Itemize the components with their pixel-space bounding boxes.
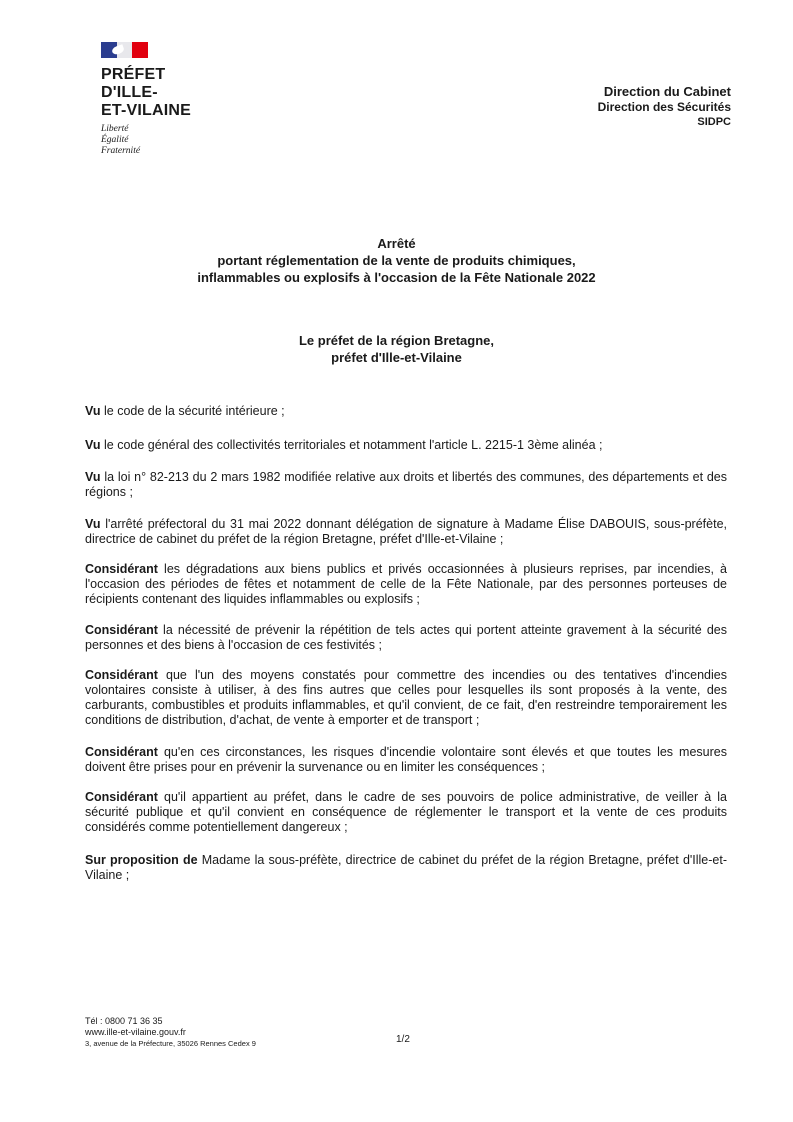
document-title [0, 235, 793, 286]
recital-text: la nécessité de prévenir la répétition de tels actes qui portent atteinte gravement à la sécurité des personnes et des biens à l'occasion de ces festivités ; [85, 623, 727, 652]
recital-keyword: Considérant [85, 790, 158, 804]
authority-line: Le préfet de la région Bretagne, [298, 333, 495, 348]
logo-line: ET-VILAINE [101, 102, 192, 119]
recital-paragraph [85, 853, 727, 883]
prefet-logo [101, 42, 211, 157]
recital-text: qu'en ces circonstances, les risques d'incendie volontaire sont élevés et que toutes les mesures doivent être prises pour en prévenir la survenance ou en limiter les conséquences ; [85, 745, 727, 774]
recital-paragraph [85, 470, 727, 500]
recital-text: le code général des collectivités territoriales et notamment l'article L. 2215-1 3ème alinéa ; [100, 438, 603, 452]
recital-keyword: Considérant [85, 745, 158, 759]
direction-line: Direction des Sécurités [597, 100, 731, 114]
recital-text: que l'un des moyens constatés pour commettre des incendies ou des tentatives d'incendies volontaires consiste à utiliser, à des fins autres que celles pour lesquelles ils sont proposés à la vente, des carburants, combustibles et produits inflammables, et qu'il convient, de ce fait, d'en restreindre temporairement les conditions de distribution, d'achat, de vente à emporter et de transport ; [85, 668, 727, 727]
motto-line: Égalité [101, 135, 129, 145]
recital-keyword: Sur proposition de [85, 853, 198, 867]
recital-text: le code de la sécurité intérieure ; [100, 404, 285, 418]
page-number: 1/2 [396, 1034, 410, 1045]
recital-paragraph [85, 790, 727, 835]
recital-text: Madame la sous-préfète, directrice de cabinet du préfet de la région Bretagne, préfet d'Ille-et-Vilaine ; [85, 853, 728, 882]
authority-heading [0, 332, 793, 366]
footer-contact [85, 1016, 256, 1049]
footer-address: 3, avenue de la Préfecture, 35026 Rennes Cedex 9 [85, 1039, 256, 1048]
recital-text: l'arrêté préfectoral du 31 mai 2022 donnant délégation de signature à Madame Élise DABOUIS, sous-préfète, directrice de cabinet du préfet de la région Bretagne, préfet d'Ille-et-Vilaine ; [85, 517, 727, 546]
logo-line: PRÉFET [101, 66, 166, 83]
recital-keyword: Considérant [85, 668, 158, 682]
recital-paragraph [85, 623, 727, 653]
recital-paragraph [85, 517, 727, 547]
recital-paragraph [85, 562, 727, 607]
recital-keyword: Considérant [85, 623, 158, 637]
footer-website: www.ille-et-vilaine.gouv.fr [85, 1027, 186, 1037]
recital-keyword: Vu [85, 470, 101, 484]
recital-paragraph [85, 404, 727, 419]
recital-text: les dégradations aux biens publics et privés occasionnées à plusieurs reprises, par incendies, à l'occasion des périodes de fêtes et notamment de celle de la Fête Nationale, par des personnes porteuses de récipients contenant des liquides inflammables ou explosifs ; [85, 562, 727, 606]
recital-text: qu'il appartient au préfet, dans le cadre de ses pouvoirs de police administrative, de veiller à la sécurité publique et qu'il convient en conséquence de réglementer le transport et la vente de ces produits considérés comme potentiellement dangereux ; [85, 790, 727, 834]
title-line: inflammables ou explosifs à l'occasion de la Fête Nationale 2022 [197, 270, 596, 285]
authority-line: préfet d'Ille-et-Vilaine [331, 350, 462, 365]
title-line: Arrêté [377, 236, 416, 251]
recital-keyword: Vu [85, 404, 101, 418]
marianne-flag-icon [101, 42, 148, 58]
recital-text: la loi n° 82-213 du 2 mars 1982 modifiée relative aux droits et libertés des communes, des départements et des régions ; [85, 470, 727, 499]
direction-line: Direction du Cabinet [603, 84, 731, 99]
issuing-direction [598, 84, 731, 129]
recital-keyword: Vu [85, 438, 101, 452]
recital-paragraph [85, 438, 727, 453]
footer-phone: Tél : 0800 71 36 35 [85, 1016, 163, 1026]
recital-keyword: Considérant [85, 562, 158, 576]
motto-line: Liberté [101, 124, 129, 134]
motto-line: Fraternité [101, 146, 141, 156]
recital-paragraph [85, 668, 727, 728]
direction-line: SIDPC [697, 116, 731, 128]
recital-paragraph [85, 745, 727, 775]
title-line: portant réglementation de la vente de produits chimiques, [217, 253, 576, 268]
logo-text [101, 66, 211, 120]
logo-line: D'ILLE- [101, 84, 158, 101]
republic-motto [101, 124, 211, 157]
recital-keyword: Vu [85, 517, 101, 531]
